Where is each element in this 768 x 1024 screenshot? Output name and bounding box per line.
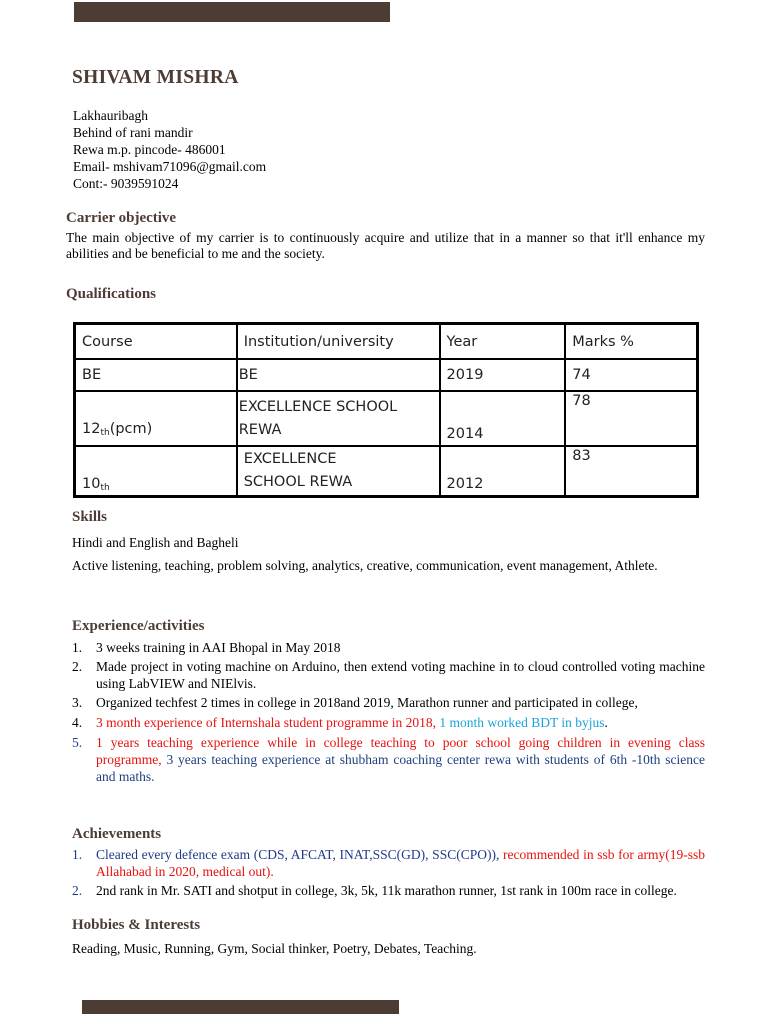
column-header: Institution/university [237,324,440,360]
skills-languages: Hindi and English and Bagheli [72,535,239,550]
objective-heading: Carrier objective [66,210,177,226]
candidate-name: SHIVAM MISHRA [72,67,239,88]
contact-block [73,107,266,192]
institution-cell: BE [237,359,440,391]
marks-cell: 78 [565,391,697,446]
marks-cell: 74 [565,359,697,391]
course-cell: 10th [75,446,237,497]
qualifications-heading: Qualifications [66,286,157,302]
hobbies-text: Reading, Music, Running, Gym, Social thinker, Poetry, Debates, Teaching. [72,941,477,956]
course-cell: 12th(pcm) [75,391,237,446]
year-cell: 2012 [440,446,566,497]
year-cell: 2014 [440,391,566,446]
list-item: 2. Made project in voting machine on Arduino, then extend voting machine in to cloud controlled voting machine using LabVIEW and NIElvis. [72,659,705,691]
contact-line: Cont:- 9039591024 [73,176,179,191]
list-item: 2. 2nd rank in Mr. SATI and shotput in college, 3k, 5k, 11k marathon runner, 1st rank in 100m race in college. [72,883,677,898]
address-line: Rewa m.p. pincode- 486001 [73,142,226,157]
bottom-decorative-bar [82,1000,399,1014]
objective-text: The main objective of my carrier is to continuously acquire and utilize that in a manner so that it'll enhance my abilities and be beneficial to me and the society. [66,230,705,261]
course-cell: BE [75,359,237,391]
list-item: 1. 3 weeks training in AAI Bhopal in May 2018 [72,640,341,655]
list-item: 1. Cleared every defence exam (CDS, AFCAT, INAT,SSC(GD), SSC(CPO)), recommended in ssb for army(19-ssb Allahabad in 2020, medical out). [72,847,705,879]
institution-cell: EXCELLENCE SCHOOL REWA [237,446,440,497]
address-line: Behind of rani mandir [73,125,193,140]
marks-cell: 83 [565,446,697,497]
qualifications-table [73,322,699,498]
institution-cell: EXCELLENCE SCHOOL REWA [237,391,440,446]
top-decorative-bar [74,2,390,22]
column-header: Course [75,324,237,360]
table-row [75,446,698,497]
table-row [75,391,698,446]
skills-list: Active listening, teaching, problem solving, analytics, creative, communication, event management, Athlete. [72,558,658,573]
hobbies-heading: Hobbies & Interests [72,917,201,933]
skills-heading: Skills [72,509,108,525]
table-header-row [75,324,698,360]
column-header: Marks % [565,324,697,360]
email-line: Email- mshivam71096@gmail.com [73,159,267,174]
year-cell: 2019 [440,359,566,391]
achievements-list [72,846,705,899]
table-row [75,359,698,391]
experience-heading: Experience/activities [72,618,205,634]
list-item: 3. Organized techfest 2 times in college in 2018and 2019, Marathon runner and participated in college, [72,695,638,710]
list-item: 5. 1 years teaching experience while in college teaching to poor school going children in evening class programme, 3 years teaching experience at shubham coaching center rewa with students of 6th -10th science and maths. [72,735,705,784]
address-line: Lakhauribagh [73,108,148,123]
column-header: Year [440,324,566,360]
achievements-heading: Achievements [72,826,162,842]
list-item: 4. 3 month experience of Internshala student programme in 2018, 1 month worked BDT in byjus. [72,715,608,730]
experience-list [72,639,705,785]
